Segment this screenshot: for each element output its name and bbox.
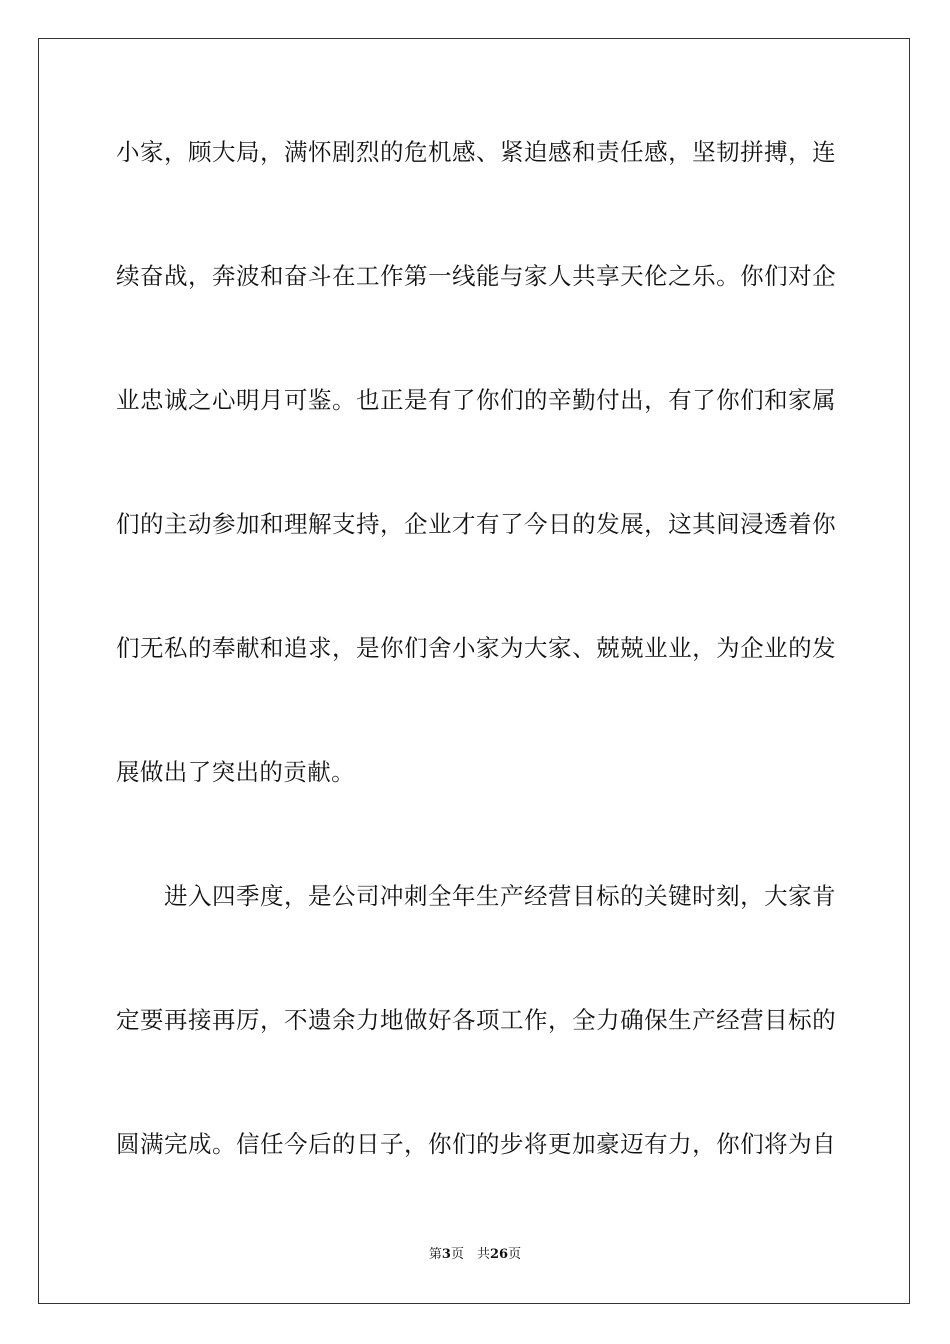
page-total: 26 bbox=[489, 1247, 509, 1262]
page-prefix: 第 bbox=[428, 1247, 442, 1262]
body-text-line: 定要再接再厉，不遗余力地做好各项工作，全力确保生产经营目标的 bbox=[116, 1006, 836, 1034]
body-text-line: 圆满完成。信任今后的日子，你们的步将更加豪迈有力，你们将为自 bbox=[116, 1130, 836, 1158]
body-text-line: 展做出了突出的贡献。 bbox=[116, 758, 355, 786]
page-mid: 页 共 bbox=[450, 1247, 490, 1262]
page-current: 3 bbox=[441, 1247, 451, 1262]
body-text-line: 业忠诚之心明月可鉴。也正是有了你们的辛勤付出，有了你们和家属 bbox=[116, 386, 836, 414]
body-text-line: 小家，顾大局，满怀剧烈的危机感、紧迫感和责任感，坚韧拼搏，连 bbox=[116, 138, 836, 166]
page-suffix: 页 bbox=[508, 1247, 522, 1262]
body-text-line: 进入四季度，是公司冲刺全年生产经营目标的关键时刻，大家肯 bbox=[116, 882, 836, 910]
page-footer bbox=[0, 1246, 950, 1264]
page-border bbox=[38, 38, 910, 1304]
body-text-line: 续奋战，奔波和奋斗在工作第一线能与家人共享天伦之乐。你们对企 bbox=[116, 262, 836, 290]
body-text-line: 们的主动参加和理解支持，企业才有了今日的发展，这其间浸透着你 bbox=[116, 510, 836, 538]
body-text-line: 们无私的奉献和追求，是你们舍小家为大家、兢兢业业，为企业的发 bbox=[116, 634, 836, 662]
